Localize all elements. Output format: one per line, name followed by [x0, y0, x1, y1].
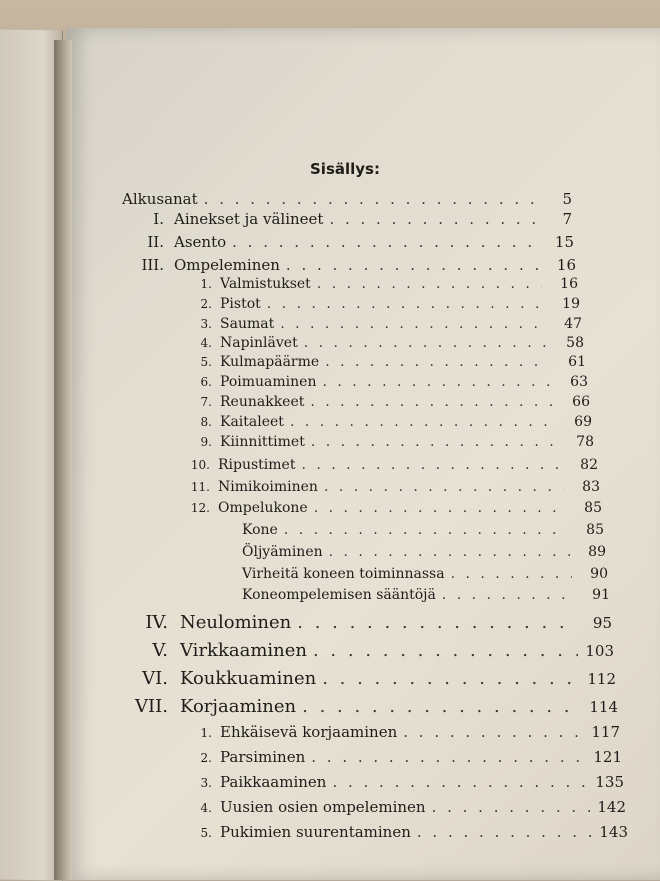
toc-entry-title: Asento: [174, 233, 227, 251]
toc-entry: [122, 190, 572, 208]
leader-dots: [329, 210, 536, 228]
toc-entry: [124, 256, 576, 274]
leader-dots: [286, 256, 540, 274]
leader-dots: [290, 414, 556, 430]
toc-entry-title: Kone: [242, 522, 278, 538]
toc-subentry: [186, 748, 622, 766]
toc-entry-number: 6.: [200, 375, 212, 389]
toc-entry-number: VII.: [135, 696, 168, 717]
toc-entry-page: 114: [589, 698, 618, 716]
toc-entry-number: 3.: [200, 776, 212, 790]
toc-entry-page: 82: [580, 457, 598, 473]
toc-entry-page: 142: [597, 798, 626, 816]
leader-dots: [311, 434, 558, 450]
leader-dots: [301, 457, 562, 473]
toc-subentry: [186, 823, 628, 841]
toc-entry-title: Ainekset ja välineet: [174, 210, 324, 228]
toc-entry-number: V.: [152, 640, 168, 661]
toc-entry-page: 47: [564, 316, 582, 332]
toc-entry-number: 8.: [200, 415, 212, 429]
toc-entry-title: Ehkäisevä korjaaminen: [220, 723, 398, 741]
leader-dots: [314, 500, 566, 516]
toc-subentry: [184, 500, 602, 516]
leader-dots: [311, 748, 586, 766]
toc-entry-title: Neulominen: [180, 612, 292, 633]
toc-subentry: [186, 316, 582, 332]
toc-subentry: [186, 296, 580, 312]
toc-entry-number: 2.: [200, 751, 212, 765]
toc-entry-number: 7.: [200, 395, 212, 409]
leader-dots: [324, 479, 564, 495]
toc-entry-page: 78: [576, 434, 594, 450]
leader-dots: [322, 374, 552, 390]
leader-dots: [451, 566, 572, 582]
toc-entry-number: 3.: [200, 317, 212, 331]
toc-entry-page: 112: [587, 670, 616, 688]
toc-entry-title: Koukkuaminen: [180, 668, 317, 689]
toc-entry-title: Virheitä koneen toiminnassa: [242, 566, 445, 582]
toc-entry: [120, 668, 616, 689]
toc-entry-number: 1.: [200, 277, 212, 291]
toc-entry-title: Ompelukone: [218, 500, 308, 516]
toc-entry-number: II.: [147, 233, 164, 251]
toc-subentry: [186, 773, 624, 791]
toc-entry: [120, 612, 612, 633]
leader-dots: [310, 394, 554, 410]
toc-entry-title: Ripustimet: [218, 457, 296, 473]
leader-dots: [280, 316, 546, 332]
toc-entry-page: 58: [566, 335, 584, 351]
toc-entry-page: 16: [556, 256, 576, 274]
toc-entry-title: Öljyäminen: [242, 544, 323, 560]
toc-entry-page: 63: [570, 374, 588, 390]
toc-entry-number: 10.: [190, 458, 210, 472]
toc-subentry: [186, 276, 578, 292]
toc-entry-page: 19: [562, 296, 580, 312]
toc-entry-number: 5.: [200, 826, 212, 840]
toc-subentry: [184, 479, 600, 495]
toc-entry-title: Poimuaminen: [220, 374, 317, 390]
toc-heading: Sisällys:: [310, 160, 380, 178]
toc-entry-title: Kaitaleet: [220, 414, 284, 430]
toc-entry-title: Koneompelemisen sääntöjä: [242, 587, 436, 603]
toc-entry-page: 66: [572, 394, 590, 410]
toc-entry-number: 11.: [190, 480, 210, 494]
toc-entry-page: 91: [592, 587, 610, 603]
toc-entry-title: Parsiminen: [220, 748, 306, 766]
toc-entry-page: 89: [588, 544, 606, 560]
toc-subsubentry: [242, 566, 608, 582]
toc-entry: [120, 640, 614, 661]
leader-dots: [232, 233, 538, 251]
toc-subentry: [184, 457, 598, 473]
toc-entry-number: I.: [153, 210, 164, 228]
leader-dots: [417, 823, 592, 841]
toc-entry-title: Paikkaaminen: [220, 773, 327, 791]
toc-subentry: [186, 798, 626, 816]
toc-subentry: [186, 723, 620, 741]
toc-entry-title: Pukimien suurentaminen: [220, 823, 411, 841]
toc-entry-page: 143: [599, 823, 628, 841]
leader-dots: [442, 587, 574, 603]
toc-entry: [124, 233, 574, 251]
leader-dots: [317, 276, 542, 292]
toc-subentry: [186, 414, 592, 430]
toc-entry-number: 1.: [200, 726, 212, 740]
leader-dots: [302, 696, 582, 717]
toc-entry-page: 135: [595, 773, 624, 791]
toc-entry-title: Alkusanat: [122, 190, 198, 208]
leader-dots: [313, 640, 578, 661]
leader-dots: [284, 522, 568, 538]
toc-entry-title: Kulmapäärme: [220, 354, 320, 370]
leader-dots: [332, 773, 588, 791]
toc-entry-page: 61: [568, 354, 586, 370]
toc-entry-number: IV.: [145, 612, 168, 633]
toc-entry-page: 121: [593, 748, 622, 766]
toc-entry-number: 5.: [200, 355, 212, 369]
leader-dots: [322, 668, 580, 689]
toc-subentry: [186, 434, 594, 450]
toc-entry-title: Saumat: [220, 316, 275, 332]
toc-entry-page: 16: [560, 276, 578, 292]
toc-entry-title: Ompeleminen: [174, 256, 280, 274]
toc-entry-title: Reunakkeet: [220, 394, 305, 410]
toc-entry-title: Nimikoiminen: [218, 479, 318, 495]
toc-entry-page: 117: [591, 723, 620, 741]
toc-entry-page: 90: [590, 566, 608, 582]
toc-entry-page: 5: [562, 190, 572, 208]
toc-entry-number: VI.: [142, 668, 168, 689]
toc-entry-title: Kiinnittimet: [220, 434, 305, 450]
toc-subentry: [186, 374, 588, 390]
leader-dots: [403, 723, 584, 741]
toc-entry-number: 12.: [190, 501, 210, 515]
toc-entry-title: Napinlävet: [220, 335, 298, 351]
leader-dots: [329, 544, 570, 560]
toc-entry-page: 85: [584, 500, 602, 516]
toc-entry-title: Pistot: [220, 296, 261, 312]
toc-entry-title: Virkkaaminen: [180, 640, 307, 661]
toc-entry-title: Korjaaminen: [180, 696, 297, 717]
leader-dots: [204, 190, 536, 208]
leader-dots: [432, 798, 590, 816]
toc-subsubentry: [242, 587, 610, 603]
toc-entry: [120, 696, 618, 717]
leader-dots: [267, 296, 544, 312]
toc-entry-page: 95: [592, 614, 612, 632]
toc-entry-title: Valmistukset: [220, 276, 311, 292]
toc-entry-number: 4.: [200, 801, 212, 815]
toc-subentry: [186, 335, 584, 351]
toc-entry-page: 15: [554, 233, 574, 251]
toc-entry-page: 103: [585, 642, 614, 660]
leader-dots: [325, 354, 550, 370]
toc-subentry: [186, 394, 590, 410]
toc-subsubentry: [242, 522, 604, 538]
toc-entry: [124, 210, 572, 228]
toc-subentry: [186, 354, 586, 370]
toc-entry-page: 7: [562, 210, 572, 228]
leader-dots: [304, 335, 548, 351]
toc-subsubentry: [242, 544, 606, 560]
toc-entry-number: 9.: [200, 435, 212, 449]
leader-dots: [297, 612, 576, 633]
toc-entry-page: 85: [586, 522, 604, 538]
toc-entry-title: Uusien osien ompeleminen: [220, 798, 426, 816]
toc-entry-page: 69: [574, 414, 592, 430]
toc-entry-number: 4.: [200, 336, 212, 350]
toc-entry-number: 2.: [200, 297, 212, 311]
toc-entry-page: 83: [582, 479, 600, 495]
toc-entry-number: III.: [141, 256, 164, 274]
